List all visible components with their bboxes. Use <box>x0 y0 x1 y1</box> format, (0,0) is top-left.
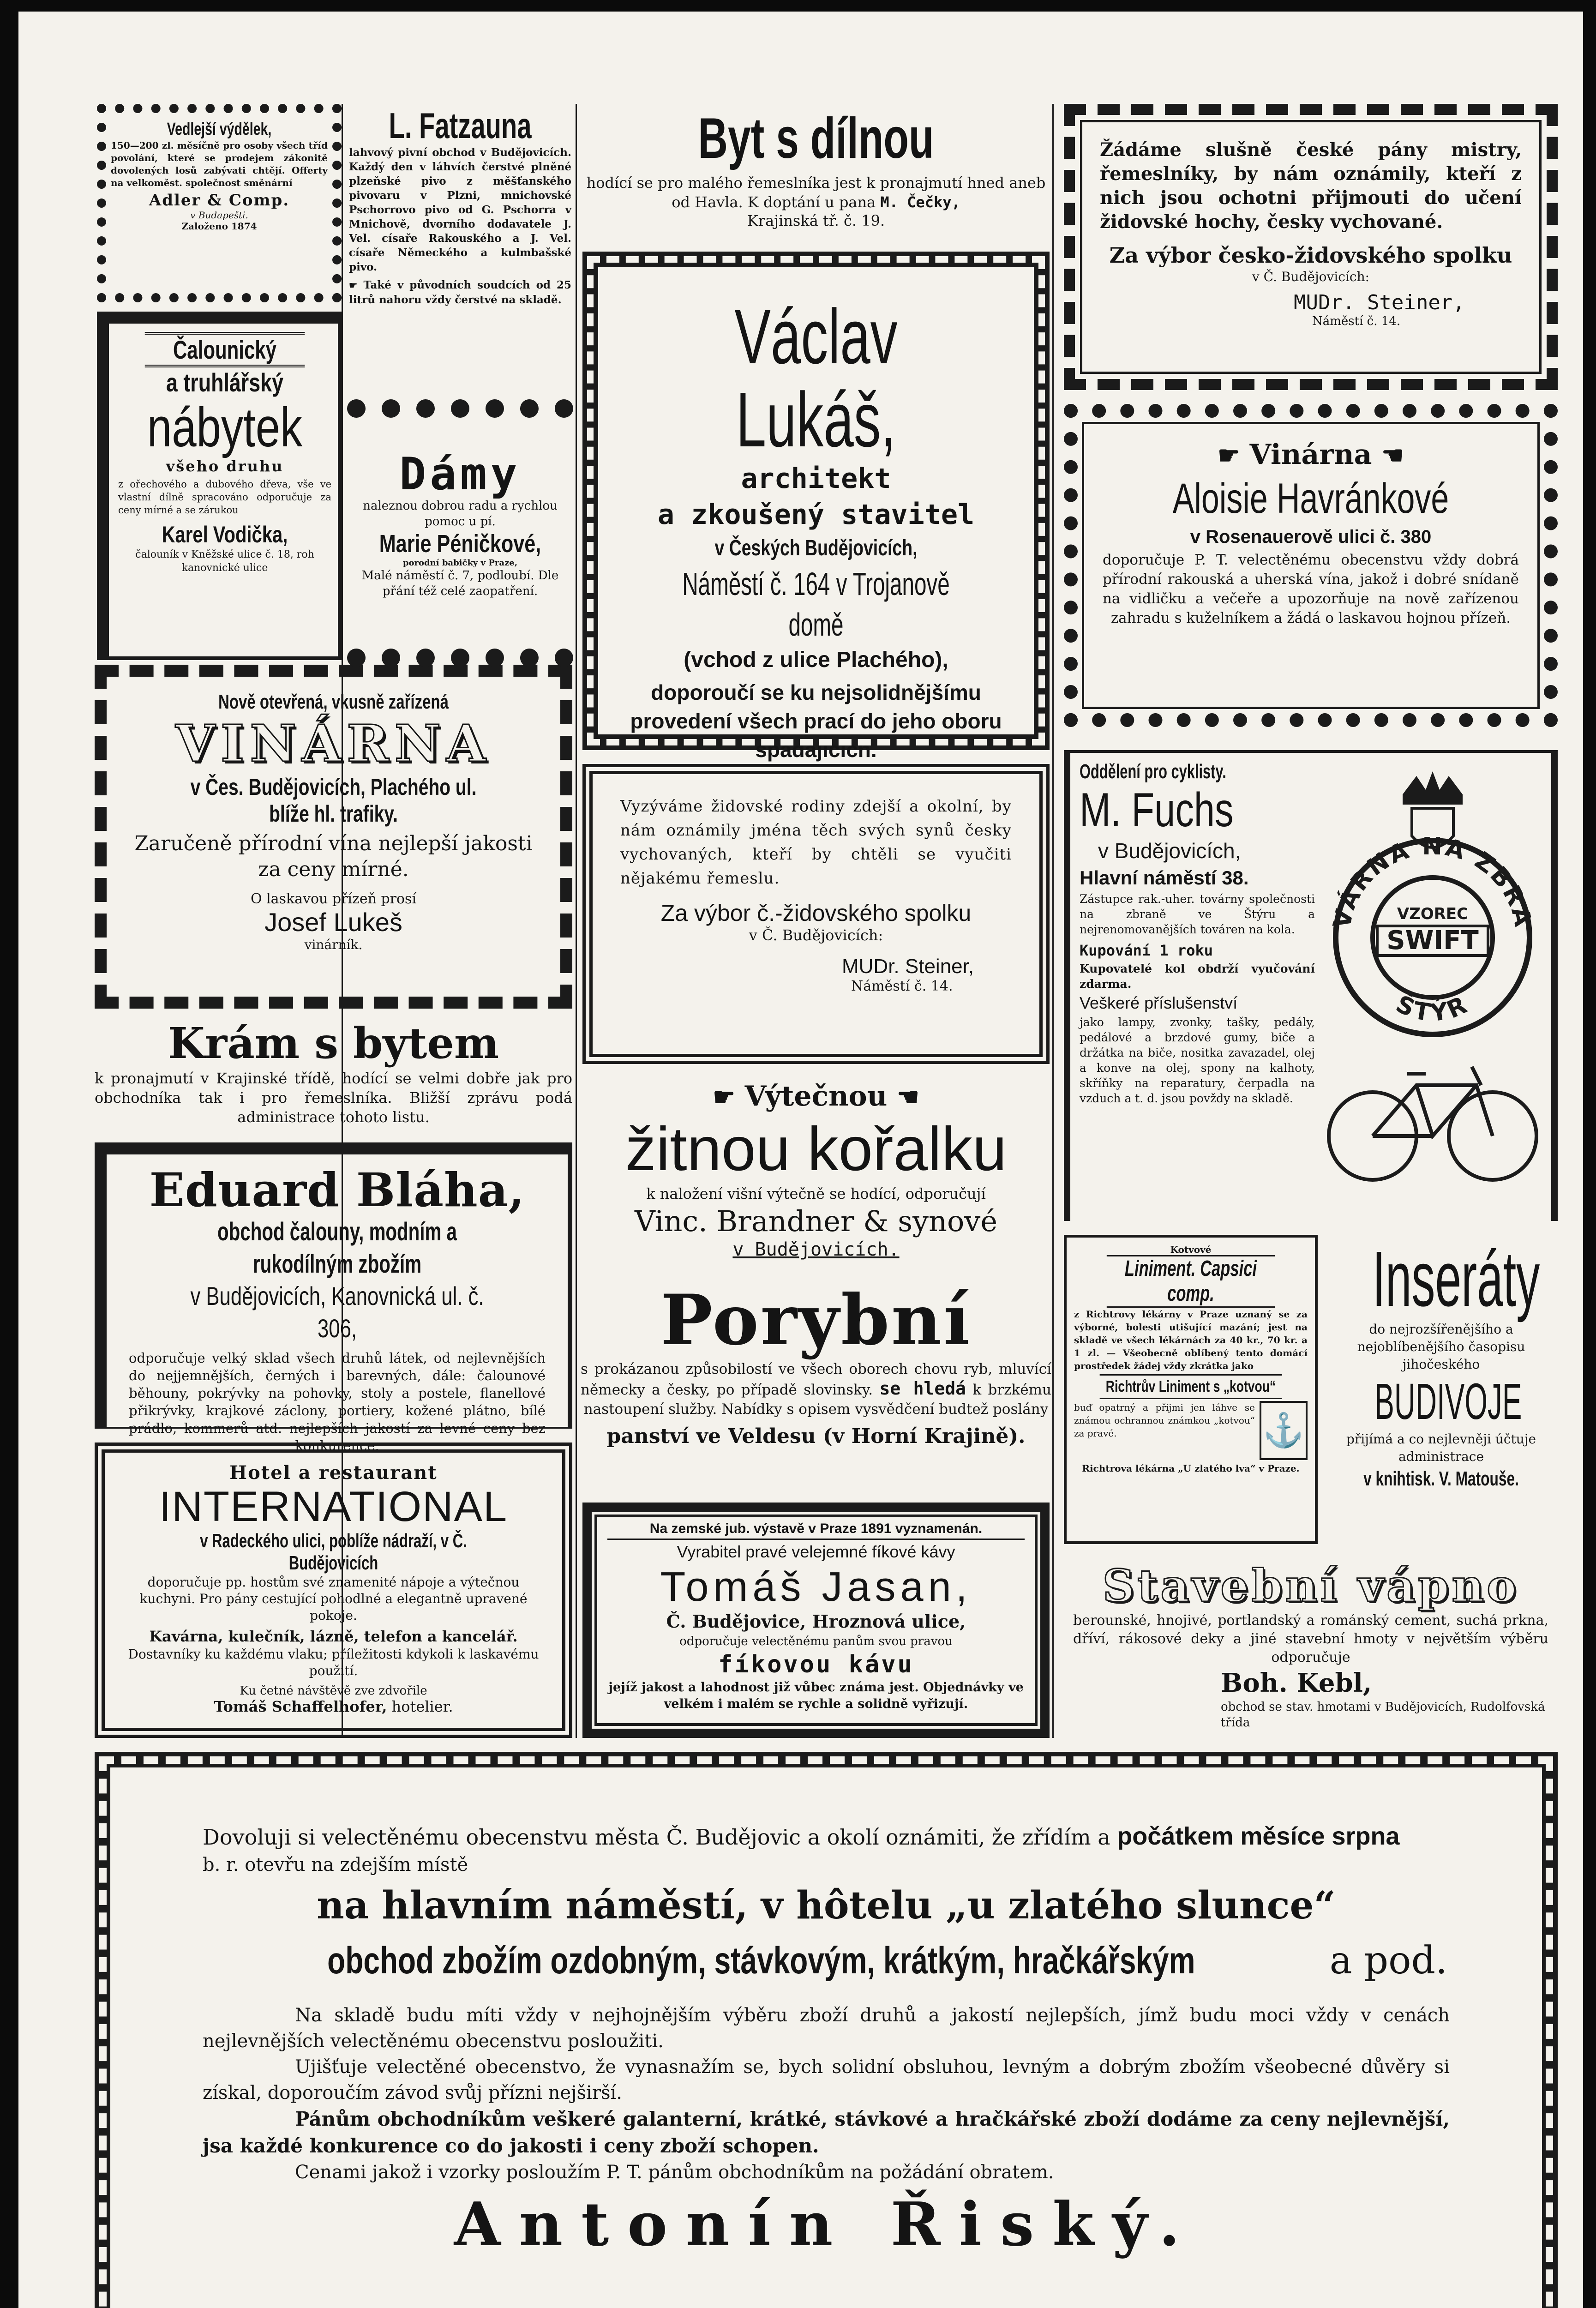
ad-title: Stavební vápno <box>1102 1560 1519 1612</box>
badge-center: SWIFT <box>1386 926 1479 956</box>
ad-shop-tail: a pod. <box>1329 1939 1448 1983</box>
pointing-hand-icon: ☚ <box>1381 440 1404 470</box>
ad-intro-bold: počátkem měsíce srpna <box>1117 1822 1400 1850</box>
ad-body: Vyzýváme židovské rodiny zdejší a okolní, by nám oznámily jména těch svých synů česky vychovaných, kteří by chtěli se vyučiti nějakému řemeslu. <box>620 797 1012 888</box>
ad-damy <box>347 399 573 667</box>
ad-sign-city: v Č. Budějovicích: <box>1252 269 1370 284</box>
pointing-hand-icon: ☛ <box>349 280 358 291</box>
ad-title: VINÁRNA <box>175 714 492 773</box>
ad-topline: Vyrabitel pravé velejemné fíkové kávy <box>677 1542 955 1561</box>
ad-shop: obchod zbožím ozdobným, stávkovým, krátkým, hračkářským <box>327 1940 1195 1982</box>
badge-center-top: VZOREC <box>1397 905 1469 923</box>
ad-m-fuchs <box>1064 750 1558 1221</box>
ad-acc-body: jako lampy, zvonky, tašky, pedály, pedálové a brzdové gumy, biče a držátka na biče, nositka zavazadel, olej a konve na olej, spony na kalhoty, skříňky na reparatury, čerpadla na vzduch a t. d. jsou povždy na skladě. <box>1080 1016 1315 1105</box>
badge-ring-bottom: ŠTÝR <box>1392 990 1474 1028</box>
owner-name: Marie Péničkové, <box>379 530 541 558</box>
ad-kind: všeho druhu <box>166 457 284 475</box>
ad-body2: přijímá a co nejlevněji účtuje administrace <box>1346 1431 1536 1464</box>
ad-title: Čalounický <box>145 332 305 367</box>
ad-body: berounské, hnojivé, portlandský a románský cement, suchá prkna, dříví, rákosové deky a jiné stavební hmoty v největším výběru odporučuje <box>1073 1612 1548 1665</box>
ad-sign: Za výbor česko-židovského spolku <box>1109 243 1512 268</box>
anchor-icon: ⚓ <box>1260 1401 1308 1460</box>
svg-text:ŠTÝR <box>1392 989 1473 1027</box>
ad-body: odporučuje velký sklad všech druhů látek, od nejlevnějších do nejjemnějších, černých i barevných, dále: čalounové běhouny, pokrývky na pohovky, stoly a postele, flanellové přikrývky, krajkové záclony, portiery, kožené plátno, bílé prádlo, kommerů atd. nejlepších jakostí za levné ceny bez konkurence. <box>129 1350 546 1454</box>
ad-title: Porybní <box>660 1280 972 1361</box>
owner-role: hotelier. <box>391 1698 453 1715</box>
owner-name: Karel Vodička, <box>162 522 288 547</box>
ad-fatzauna <box>347 104 573 399</box>
ad-subtitle: a truhlářský <box>166 368 283 397</box>
ad-topline: Nově otevřená, vkusně zařízená <box>218 691 449 713</box>
owner-role: vinárník. <box>304 937 363 952</box>
ad-sign-city: v Č. Budějovicích: <box>749 926 883 944</box>
owner-address: obchod se stav. hmotami v Budějovicích, Rudolfovská třída <box>1221 1700 1545 1730</box>
owner-name: M. Fuchs <box>1080 783 1234 837</box>
ad-zadame <box>1064 104 1558 390</box>
ad-place: v Českých Budějovicích, <box>714 536 918 560</box>
column-rule <box>1052 104 1054 1738</box>
ad-wanted: se hledá <box>879 1378 966 1399</box>
column-rule <box>576 104 577 1738</box>
ad-title: žitnou kořalku <box>625 1115 1007 1184</box>
ad-place: v Radeckého ulici, poblíže nádraží, v Č. Budějovicích <box>200 1530 467 1574</box>
ad-body: s prokázanou způsobilostí ve všech oborech chovu ryb, mluvící německy a česky, po případě slovinsky. <box>581 1361 1051 1398</box>
ad-body: doporučuje pp. hostům své znamenité nápoje a výtečnou kuchyni. Pro pány cestující pohodlné a elegantně upravené pokoje. <box>139 1575 528 1623</box>
ad-liniment <box>1064 1235 1318 1544</box>
ad-transport: Dostavníky ku každému vlaku; příležitosti kdykoli k laskavému použití. <box>128 1647 539 1678</box>
ad-vedlejsi-vydelek <box>97 104 342 302</box>
ad-stavebni-vapno <box>1064 1558 1558 1738</box>
ad-line1: obchod čalouny, modním a rukodílným zbožím <box>217 1217 457 1278</box>
pointing-hand-icon: ☚ <box>897 1082 919 1112</box>
ad-p3: Pánům obchodníkům veškeré galanterní, krátké, stávkové a hračkářské zboží dodáme za ceny nejlevnější, jsa každé konkurence co do jakosti i ceny zboží schopen. <box>203 2108 1450 2157</box>
firm-city: v Budějovicích. <box>732 1239 900 1260</box>
doctor-address: Náměstí č. 14. <box>851 978 953 994</box>
company-name: Adler & Comp. <box>149 191 290 210</box>
ad-ask: O laskavou přízeň prosí <box>250 891 417 907</box>
ad-place: panství ve Veldesu (v Horní Krajině). <box>606 1424 1026 1448</box>
crown-icon <box>1403 771 1463 805</box>
owner-name: Boh. Kebl, <box>1221 1668 1372 1698</box>
ad-place: v Rosenauerově ulici č. 380 <box>1190 527 1432 547</box>
pharmacy-name: Richtrova lékárna „U zlatého lva“ v Praze. <box>1082 1463 1300 1474</box>
bicycle-icon <box>1329 1067 1536 1180</box>
ad-place: v Čes. Budějovicích, Plachého ul. blíže hl. trafiky. <box>190 774 477 827</box>
ad-place: na hlavním náměstí, v hôtelu „u zlatého slunce“ <box>317 1883 1336 1928</box>
badge-ring-top: VÁRNA NA ZBRA <box>1328 832 1537 931</box>
product-name: Richtrův Liniment s „kotvou“ <box>1100 1374 1282 1399</box>
ad-topline: Výtečnou <box>744 1080 888 1112</box>
doctor-address: Náměstí č. 14. <box>1312 314 1401 328</box>
ad-body: Zástupce rak.-uher. továrny společnosti na zbraně ve Štýru a nejrenomovanějších továren na kola. <box>1080 892 1315 936</box>
owner-name: Tomáš Schaffelhofer, <box>214 1698 387 1715</box>
owner-city: v Budějovicích, <box>1098 839 1241 863</box>
owner-name: Josef Lukeš <box>264 908 402 937</box>
ad-entrance: (vchod z ulice Plachého), <box>684 648 948 672</box>
ad-line1: architekt <box>741 463 891 495</box>
ad-award: Na zemské jub. výstavě v Praze 1891 vyznamenán. <box>607 1519 1025 1540</box>
ad-title: Liniment. Capsici comp. <box>1107 1255 1275 1308</box>
ad-porybni <box>581 1281 1051 1484</box>
ad-invite: Ku četné návštěvě zve zdvořile <box>240 1684 427 1698</box>
contact-name: M. Čečky, <box>880 193 960 211</box>
ad-body: naleznou dobrou radu a rychlou pomoc u pí. <box>363 499 558 529</box>
ad-title: INTERNATIONAL <box>159 1483 508 1530</box>
ad-body: do nejrozšířenějšího a nejoblíbenějšího časopisu jihočeského <box>1357 1322 1525 1372</box>
founded-note: Založeno 1874 <box>181 221 257 232</box>
ad-body: hodící se pro malého řemeslníka jest k pronajmutí hned aneb od Havla. K doptání u pana <box>586 174 1046 211</box>
ad-kram-s-bytem <box>95 1018 572 1129</box>
owner-address: čalouník v Kněžské ulice č. 18, roh kanovnické ulice <box>135 549 314 574</box>
ad-body: jejíž jakost a lahodnost již vůbec známa jest. Objednávky ve velkém i malém se rychle a solidně vyřizují. <box>608 1680 1024 1711</box>
ad-acc-title: Veškeré příslušenství <box>1080 993 1238 1012</box>
swift-illustration <box>1324 767 1541 1205</box>
contact-address: Krajinská tř. č. 19. <box>747 212 885 229</box>
ad-intro2: b. r. otevřu na zdejším místě <box>203 1854 468 1875</box>
ad-line: odporučuje velectěnému panům svou pravou <box>679 1635 953 1648</box>
ad-address: v knihtisk. V. Matouše. <box>1363 1467 1519 1490</box>
ad-body2: buď opatrný a přijmi jen láhve se známou ochrannou známkou „kotvou“ za pravé. <box>1074 1402 1255 1439</box>
ad-tomas-jasan <box>582 1503 1050 1738</box>
owner-role: porodní babičky v Praze, <box>402 558 518 568</box>
ad-body: z Richtrovy lékárny v Praze uznaný se za výborné, bolesti utišující mazání; jest na skladě ve všech lékárnách za 40 kr., 70 kr. a 1 zl. — Všeobecně oblíbený tento domácí prostředek žádej vždy zkrátka jako <box>1074 1309 1308 1371</box>
ad-body: 150—200 zl. měsíčně pro osoby všech tříd povolání, které se prodejem zákonitě dovolených losů zabývati chtějí. Offerty na velkoměst. společnost směnární <box>111 140 328 188</box>
ad-vyzyvame <box>582 764 1050 1064</box>
ad-intro: Dovoluji si velectěnému obecenstvu města Č. Budějovic a okolí oznámiti, že zřídím a <box>203 1825 1110 1850</box>
fuchs-text <box>1080 760 1315 1106</box>
ad-body: k pronajmutí v Krajinské třídě, hodící se velmi dobře jak pro obchodníka tak i pro řemeslníka. Bližší zprávu podá administrace tohoto listu. <box>95 1070 572 1126</box>
owner-address: Hlavní náměstí 38. <box>1080 867 1249 889</box>
ad-vinarna-havrankove <box>1064 404 1558 727</box>
ad-note: Také v původních soudcích od 25 litrů nahoru vždy čerstvé na skladě. <box>349 279 571 306</box>
ad-calounicky-nabytek <box>97 312 342 660</box>
ad-headline: nábytek <box>147 397 303 458</box>
ad-inseraty <box>1325 1235 1558 1544</box>
ad-kup-title: Kupování 1 roku <box>1080 942 1213 959</box>
owner-name: Aloisie Havránkové <box>1172 475 1449 522</box>
newspaper-page <box>18 12 1583 2308</box>
ad-vaclav-lukas <box>582 252 1050 762</box>
ad-eduard-blaha <box>95 1142 572 1454</box>
ad-line2: a zkoušený stavitel <box>657 499 975 531</box>
pointing-hand-icon: ☛ <box>713 1082 735 1112</box>
owner-name: Eduard Bláha, <box>149 1163 525 1217</box>
ad-line2: v Budějovicích, Kanovnická ul. č. 306, <box>190 1281 484 1343</box>
owner-name: Václav Lukáš, <box>734 293 898 463</box>
ad-topline: Vinárna <box>1249 439 1372 471</box>
company-city: v Budapešti. <box>190 210 248 221</box>
ad-body: Žádáme slušně české pány mistry, řemeslníky, by nám oznámily, kteří z nich jsou ochotni přijmouti do učení židovské hochy, česky vychované. <box>1100 139 1522 233</box>
ad-topline: Kotvové <box>1170 1244 1212 1255</box>
ad-kup-body: Kupovatelé kol obdrží vyučování zdarma. <box>1080 962 1315 991</box>
ad-body: doporučuje P. T. velectěnému obecenstvu vždy dobrá přírodní rakouská a uherská vína, jakož i dobré snídaně na vidličku a večeře a upozorňuje na nově zařízenou zahradu s kuželníkem a žádá o laskavou hojnou přízeň. <box>1103 552 1519 626</box>
ad-antonin-risky <box>95 1752 1558 2308</box>
paper-name: BUDIVOJE <box>1374 1373 1522 1430</box>
ad-topline: Oddělení pro cyklisty. <box>1080 760 1226 783</box>
ad-topline: Hotel a restaurant <box>229 1462 438 1484</box>
ad-sign: Za výbor č.-židovského spolku <box>660 900 972 926</box>
ad-title: Dámy <box>399 448 521 500</box>
doctor-name: MUDr. Steiner, <box>1294 291 1465 314</box>
product-name: fíkovou kávu <box>718 1651 914 1678</box>
owner-name: Antonín Řiský. <box>454 2189 1199 2260</box>
ad-address: Náměstí č. 164 v Trojanově domě <box>682 566 950 643</box>
owner-address: Malé náměstí č. 7, podloubí. Dle přání též celé zaopatření. <box>361 569 559 598</box>
owner-address: Č. Budějovice, Hroznová ulice, <box>666 1611 966 1632</box>
firm-name: Vinc. Brandner & synové <box>634 1204 998 1238</box>
ad-body2: k brzkému nastoupení služby. Nabídky s opisem vysvědčení budtež poslány <box>583 1382 1051 1418</box>
swift-badge-svg <box>1324 767 1541 1205</box>
ad-body: z ořechového a dubového dřeva, vše ve vlastní dílně spracováno odporučuje za ceny mírné a se zárukou <box>118 479 331 516</box>
ad-title: Byt s dílnou <box>698 107 934 170</box>
ad-title: Inseráty <box>1372 1235 1540 1323</box>
ad-title: Vedlejší výdělek, <box>167 120 272 139</box>
ad-slogan: Zaručeně přírodní vína nejlepší jakosti za ceny mírné. <box>134 832 533 881</box>
owner-name: Tomáš Jasan, <box>660 1564 972 1610</box>
ad-vinarna-lukes <box>95 665 572 1009</box>
doctor-name: MUDr. Steiner, <box>842 955 974 978</box>
ad-byt-s-dilnou <box>581 104 1051 242</box>
ad-services: Kavárna, kulečník, lázně, telefon a kancelář. <box>149 1628 518 1645</box>
ad-zitna-koralka <box>581 1078 1051 1272</box>
owner-name: L. Fatzauna <box>389 105 532 146</box>
pointing-hand-icon: ☛ <box>1218 440 1240 470</box>
ad-hotel-international <box>95 1442 572 1738</box>
ad-title: Krám s bytem <box>168 1018 499 1068</box>
ad-p2: Ujišťuje velectěné obecenstvo, že vynasnažím se, bych solidní obsluhou, levným a dobrým zbožím všeobecné důvěry si získal, doporoučím závod svůj přízni nejširší. <box>203 2056 1450 2104</box>
ad-p4: Cenami jakož i vzorky posloužím P. T. pánům obchodníkům na požádání obratem. <box>295 2162 1054 2183</box>
ad-body: k naložení višní výtečně se hodící, odporučují <box>646 1185 986 1202</box>
ad-p1: Na skladě budu míti vždy v nejhojnějším výběru zboží druhů a jakostí nejlepších, jímž budu moci vždy v cenách nejlevnějších velectěnému obecenstvu posloužiti. <box>203 2005 1450 2052</box>
ad-offer: doporoučí se ku nejsolidnějšímu provedení všech prací do jeho oboru spadajících. <box>630 680 1002 762</box>
ad-body: lahvový pivní obchod v Budějovicích. Každý den v láhvích čerstvé plněné plzeňské pivo z měšťanského pivovaru v Plzni, mnichovské Pschorrovo pivo od G. Pschorra v Mnichově, dvorního dodavatele J. Vel. císaře Rakouského a J. Vel. císaře Německého a kulmbašské pivo. <box>349 146 571 273</box>
